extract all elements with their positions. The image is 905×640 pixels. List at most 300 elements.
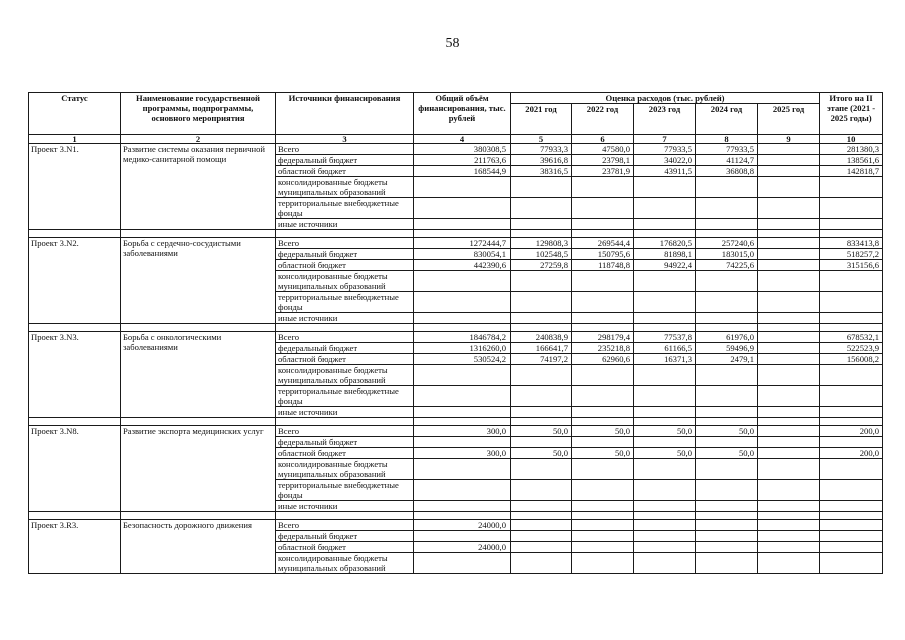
total-cell: [414, 386, 511, 407]
total-cell: [414, 437, 511, 448]
year-cell: [696, 553, 758, 574]
empty-cell: [634, 230, 696, 238]
project-name: Борьба с онкологическими заболеваниями: [121, 332, 276, 418]
year-cell: 166641,7: [511, 343, 572, 354]
year-cell: [758, 354, 820, 365]
itogo-cell: [820, 313, 883, 324]
total-cell: 24000,0: [414, 542, 511, 553]
column-number: 8: [696, 135, 758, 144]
itogo-cell: [820, 271, 883, 292]
total-cell: [414, 553, 511, 574]
year-cell: 257240,6: [696, 238, 758, 249]
year-cell: 23781,9: [572, 166, 634, 177]
spacer-row: [29, 324, 883, 332]
source-label: консолидированные бюджеты муниципальных образований: [276, 271, 414, 292]
source-label: федеральный бюджет: [276, 249, 414, 260]
year-cell: 50,0: [572, 426, 634, 437]
year-cell: [511, 459, 572, 480]
year-cell: 47580,0: [572, 144, 634, 155]
empty-cell: [276, 512, 414, 520]
itogo-cell: [820, 501, 883, 512]
total-cell: 300,0: [414, 426, 511, 437]
column-number: 9: [758, 135, 820, 144]
total-cell: 830054,1: [414, 249, 511, 260]
year-cell: [696, 437, 758, 448]
project-name: Развитие системы оказания первичной медико-санитарной помощи: [121, 144, 276, 230]
empty-cell: [820, 512, 883, 520]
empty-cell: [511, 512, 572, 520]
year-cell: [511, 501, 572, 512]
itogo-cell: [820, 386, 883, 407]
total-cell: 168544,9: [414, 166, 511, 177]
year-cell: 50,0: [511, 426, 572, 437]
year-cell: [511, 177, 572, 198]
source-label: областной бюджет: [276, 354, 414, 365]
year-cell: 77933,3: [511, 144, 572, 155]
year-cell: [572, 177, 634, 198]
year-cell: [634, 365, 696, 386]
year-cell: [696, 292, 758, 313]
year-cell: [572, 386, 634, 407]
year-cell: 27259,8: [511, 260, 572, 271]
total-cell: [414, 271, 511, 292]
year-cell: [634, 271, 696, 292]
year-cell: [758, 166, 820, 177]
itogo-cell: 315156,6: [820, 260, 883, 271]
year-cell: 50,0: [696, 426, 758, 437]
source-label: консолидированные бюджеты муниципальных образований: [276, 365, 414, 386]
year-cell: 2479,1: [696, 354, 758, 365]
year-cell: [758, 407, 820, 418]
year-cell: [758, 249, 820, 260]
year-cell: [572, 520, 634, 531]
year-cell: [696, 459, 758, 480]
empty-cell: [29, 418, 121, 426]
year-cell: [758, 365, 820, 386]
source-label: консолидированные бюджеты муниципальных образований: [276, 553, 414, 574]
year-cell: [696, 386, 758, 407]
year-cell: [758, 386, 820, 407]
year-cell: [696, 531, 758, 542]
itogo-cell: [820, 480, 883, 501]
year-cell: [572, 271, 634, 292]
source-label: областной бюджет: [276, 260, 414, 271]
header-year: 2024 год: [696, 104, 758, 135]
year-cell: [758, 260, 820, 271]
source-label: Всего: [276, 426, 414, 437]
total-cell: 1316260,0: [414, 343, 511, 354]
year-cell: [634, 292, 696, 313]
year-cell: 23798,1: [572, 155, 634, 166]
total-cell: [414, 501, 511, 512]
empty-cell: [121, 324, 276, 332]
year-cell: [511, 531, 572, 542]
empty-cell: [634, 324, 696, 332]
year-cell: 150795,6: [572, 249, 634, 260]
column-number: 2: [121, 135, 276, 144]
financing-table: [28, 92, 883, 574]
year-cell: 298179,4: [572, 332, 634, 343]
year-cell: [758, 144, 820, 155]
year-cell: [572, 459, 634, 480]
column-number: 10: [820, 135, 883, 144]
itogo-cell: [820, 365, 883, 386]
table-row: [29, 332, 883, 343]
year-cell: 38316,5: [511, 166, 572, 177]
year-cell: [758, 520, 820, 531]
year-cell: [634, 219, 696, 230]
year-cell: [634, 437, 696, 448]
year-cell: [634, 553, 696, 574]
header-total: Общий объём финансирования, тыс. рублей: [414, 93, 511, 135]
year-cell: [572, 292, 634, 313]
total-cell: 380308,5: [414, 144, 511, 155]
header-name: Наименование государственной программы, подпрограммы, основного мероприятия: [121, 93, 276, 135]
source-label: федеральный бюджет: [276, 155, 414, 166]
total-cell: 211763,6: [414, 155, 511, 166]
itogo-cell: 518257,2: [820, 249, 883, 260]
year-cell: 77933,5: [696, 144, 758, 155]
total-cell: [414, 313, 511, 324]
year-cell: 94922,4: [634, 260, 696, 271]
itogo-cell: [820, 553, 883, 574]
empty-cell: [696, 230, 758, 238]
spacer-row: [29, 512, 883, 520]
year-cell: 240838,9: [511, 332, 572, 343]
year-cell: 43911,5: [634, 166, 696, 177]
year-cell: [634, 313, 696, 324]
total-cell: 530524,2: [414, 354, 511, 365]
empty-cell: [29, 230, 121, 238]
source-label: Всего: [276, 144, 414, 155]
year-cell: [572, 542, 634, 553]
itogo-cell: [820, 198, 883, 219]
header-year: 2023 год: [634, 104, 696, 135]
empty-cell: [29, 512, 121, 520]
year-cell: [572, 553, 634, 574]
year-cell: 176820,5: [634, 238, 696, 249]
total-cell: [414, 365, 511, 386]
total-cell: [414, 531, 511, 542]
empty-cell: [511, 324, 572, 332]
table-header: [29, 93, 883, 144]
source-label: территориальные внебюджетные фонды: [276, 198, 414, 219]
year-cell: 77537,8: [634, 332, 696, 343]
year-cell: [572, 365, 634, 386]
year-cell: [572, 407, 634, 418]
year-cell: [511, 520, 572, 531]
year-cell: 102548,5: [511, 249, 572, 260]
project-status: Проект 3.N8.: [29, 426, 121, 512]
year-cell: [758, 448, 820, 459]
itogo-cell: [820, 177, 883, 198]
year-cell: 77933,5: [634, 144, 696, 155]
column-number: 6: [572, 135, 634, 144]
year-cell: [511, 553, 572, 574]
year-cell: [758, 542, 820, 553]
empty-cell: [696, 418, 758, 426]
year-cell: [696, 542, 758, 553]
itogo-cell: [820, 407, 883, 418]
year-cell: [758, 332, 820, 343]
empty-cell: [414, 512, 511, 520]
year-cell: 36808,8: [696, 166, 758, 177]
header-sources: Источники финансирования: [276, 93, 414, 135]
year-cell: [634, 386, 696, 407]
total-cell: [414, 292, 511, 313]
year-cell: [511, 365, 572, 386]
year-cell: [696, 313, 758, 324]
column-number: 4: [414, 135, 511, 144]
year-cell: [758, 271, 820, 292]
empty-cell: [758, 418, 820, 426]
empty-cell: [758, 230, 820, 238]
itogo-cell: [820, 437, 883, 448]
year-cell: [511, 407, 572, 418]
year-cell: [572, 219, 634, 230]
year-cell: 235218,8: [572, 343, 634, 354]
year-cell: [572, 531, 634, 542]
empty-cell: [121, 418, 276, 426]
empty-cell: [276, 324, 414, 332]
year-cell: [696, 219, 758, 230]
year-cell: [511, 219, 572, 230]
empty-cell: [758, 324, 820, 332]
year-cell: [696, 177, 758, 198]
header-estimate: Оценка расходов (тыс. рублей): [511, 93, 820, 104]
itogo-cell: [820, 531, 883, 542]
header-status: Статус: [29, 93, 121, 135]
empty-cell: [276, 418, 414, 426]
empty-cell: [634, 418, 696, 426]
year-cell: [634, 480, 696, 501]
year-cell: 59496,9: [696, 343, 758, 354]
project-name: Развитие экспорта медицинских услуг: [121, 426, 276, 512]
year-cell: [634, 459, 696, 480]
year-cell: [758, 292, 820, 313]
year-cell: 62960,6: [572, 354, 634, 365]
itogo-cell: [820, 459, 883, 480]
year-cell: [758, 343, 820, 354]
total-cell: 1846784,2: [414, 332, 511, 343]
year-cell: 61976,0: [696, 332, 758, 343]
year-cell: [758, 426, 820, 437]
total-cell: 300,0: [414, 448, 511, 459]
itogo-cell: 138561,6: [820, 155, 883, 166]
source-label: иные источники: [276, 407, 414, 418]
empty-cell: [414, 230, 511, 238]
year-cell: [572, 313, 634, 324]
total-cell: [414, 198, 511, 219]
year-cell: [758, 155, 820, 166]
column-number: 5: [511, 135, 572, 144]
year-cell: [634, 177, 696, 198]
year-cell: 81898,1: [634, 249, 696, 260]
year-cell: 118748,8: [572, 260, 634, 271]
project-status: Проект 3.R3.: [29, 520, 121, 574]
itogo-cell: 281380,3: [820, 144, 883, 155]
year-cell: [758, 480, 820, 501]
total-cell: [414, 480, 511, 501]
empty-cell: [820, 324, 883, 332]
itogo-cell: 142818,7: [820, 166, 883, 177]
year-cell: [634, 198, 696, 219]
source-label: Всего: [276, 332, 414, 343]
year-cell: [696, 198, 758, 219]
project-status: Проект 3.N1.: [29, 144, 121, 230]
table-body: [29, 144, 883, 574]
column-number: 7: [634, 135, 696, 144]
year-cell: [758, 437, 820, 448]
column-number: 3: [276, 135, 414, 144]
itogo-cell: [820, 520, 883, 531]
empty-cell: [820, 230, 883, 238]
year-cell: 41124,7: [696, 155, 758, 166]
empty-cell: [572, 324, 634, 332]
source-label: областной бюджет: [276, 542, 414, 553]
source-label: Всего: [276, 520, 414, 531]
source-label: иные источники: [276, 501, 414, 512]
empty-cell: [820, 418, 883, 426]
year-cell: 61166,5: [634, 343, 696, 354]
year-cell: [696, 365, 758, 386]
source-label: федеральный бюджет: [276, 343, 414, 354]
total-cell: [414, 407, 511, 418]
year-cell: 50,0: [696, 448, 758, 459]
year-cell: [511, 313, 572, 324]
header-year: 2025 год: [758, 104, 820, 135]
table-row: [29, 238, 883, 249]
source-label: федеральный бюджет: [276, 437, 414, 448]
page-number: 58: [445, 36, 460, 51]
project-name: Безопасность дорожного движения: [121, 520, 276, 574]
column-number: 1: [29, 135, 121, 144]
itogo-cell: 200,0: [820, 426, 883, 437]
total-cell: 24000,0: [414, 520, 511, 531]
itogo-cell: 833413,8: [820, 238, 883, 249]
year-cell: [634, 542, 696, 553]
empty-cell: [29, 324, 121, 332]
source-label: консолидированные бюджеты муниципальных образований: [276, 459, 414, 480]
year-cell: [572, 480, 634, 501]
total-cell: [414, 219, 511, 230]
empty-cell: [121, 512, 276, 520]
year-cell: 50,0: [511, 448, 572, 459]
year-cell: [511, 480, 572, 501]
spacer-row: [29, 418, 883, 426]
empty-cell: [758, 512, 820, 520]
total-cell: 1272444,7: [414, 238, 511, 249]
empty-cell: [511, 418, 572, 426]
total-cell: [414, 177, 511, 198]
year-cell: 16371,3: [634, 354, 696, 365]
year-cell: 183015,0: [696, 249, 758, 260]
empty-cell: [511, 230, 572, 238]
year-cell: [634, 407, 696, 418]
year-cell: [572, 198, 634, 219]
year-cell: [758, 177, 820, 198]
year-cell: [511, 271, 572, 292]
year-cell: 39616,8: [511, 155, 572, 166]
source-label: областной бюджет: [276, 448, 414, 459]
empty-cell: [634, 512, 696, 520]
year-cell: [758, 459, 820, 480]
empty-cell: [572, 230, 634, 238]
year-cell: 269544,4: [572, 238, 634, 249]
source-label: территориальные внебюджетные фонды: [276, 292, 414, 313]
year-cell: [696, 271, 758, 292]
year-cell: [572, 437, 634, 448]
table-row: [29, 144, 883, 155]
source-label: территориальные внебюджетные фонды: [276, 480, 414, 501]
itogo-cell: 200,0: [820, 448, 883, 459]
project-status: Проект 3.N3.: [29, 332, 121, 418]
year-cell: [696, 407, 758, 418]
year-cell: [758, 219, 820, 230]
year-cell: 50,0: [634, 448, 696, 459]
year-cell: [634, 531, 696, 542]
year-cell: [511, 198, 572, 219]
year-cell: [634, 501, 696, 512]
source-label: территориальные внебюджетные фонды: [276, 386, 414, 407]
year-cell: [696, 520, 758, 531]
source-label: Всего: [276, 238, 414, 249]
year-cell: [572, 501, 634, 512]
year-cell: [758, 553, 820, 574]
year-cell: [758, 238, 820, 249]
year-cell: [511, 542, 572, 553]
empty-cell: [572, 512, 634, 520]
total-cell: [414, 459, 511, 480]
project-name: Борьба с сердечно-сосудистыми заболеваниями: [121, 238, 276, 324]
source-label: консолидированные бюджеты муниципальных образований: [276, 177, 414, 198]
empty-cell: [414, 324, 511, 332]
year-cell: 74197,2: [511, 354, 572, 365]
itogo-cell: 678532,1: [820, 332, 883, 343]
itogo-cell: [820, 292, 883, 313]
year-cell: 50,0: [634, 426, 696, 437]
source-label: областной бюджет: [276, 166, 414, 177]
project-status: Проект 3.N2.: [29, 238, 121, 324]
year-cell: 34022,0: [634, 155, 696, 166]
year-cell: [511, 437, 572, 448]
table-row: [29, 520, 883, 531]
itogo-cell: [820, 542, 883, 553]
source-label: федеральный бюджет: [276, 531, 414, 542]
year-cell: [696, 480, 758, 501]
header-year: 2022 год: [572, 104, 634, 135]
header-year: 2021 год: [511, 104, 572, 135]
year-cell: [511, 386, 572, 407]
itogo-cell: 522523,9: [820, 343, 883, 354]
year-cell: 74225,6: [696, 260, 758, 271]
year-cell: [634, 520, 696, 531]
header-itogo: Итого на II этапе (2021 - 2025 годы): [820, 93, 883, 135]
spacer-row: [29, 230, 883, 238]
itogo-cell: [820, 219, 883, 230]
total-cell: 442390,6: [414, 260, 511, 271]
itogo-cell: 156008,2: [820, 354, 883, 365]
source-label: иные источники: [276, 313, 414, 324]
empty-cell: [121, 230, 276, 238]
year-cell: [758, 501, 820, 512]
table-row: [29, 426, 883, 437]
year-cell: [511, 292, 572, 313]
year-cell: [758, 198, 820, 219]
year-cell: [758, 313, 820, 324]
year-cell: 50,0: [572, 448, 634, 459]
year-cell: 129808,3: [511, 238, 572, 249]
